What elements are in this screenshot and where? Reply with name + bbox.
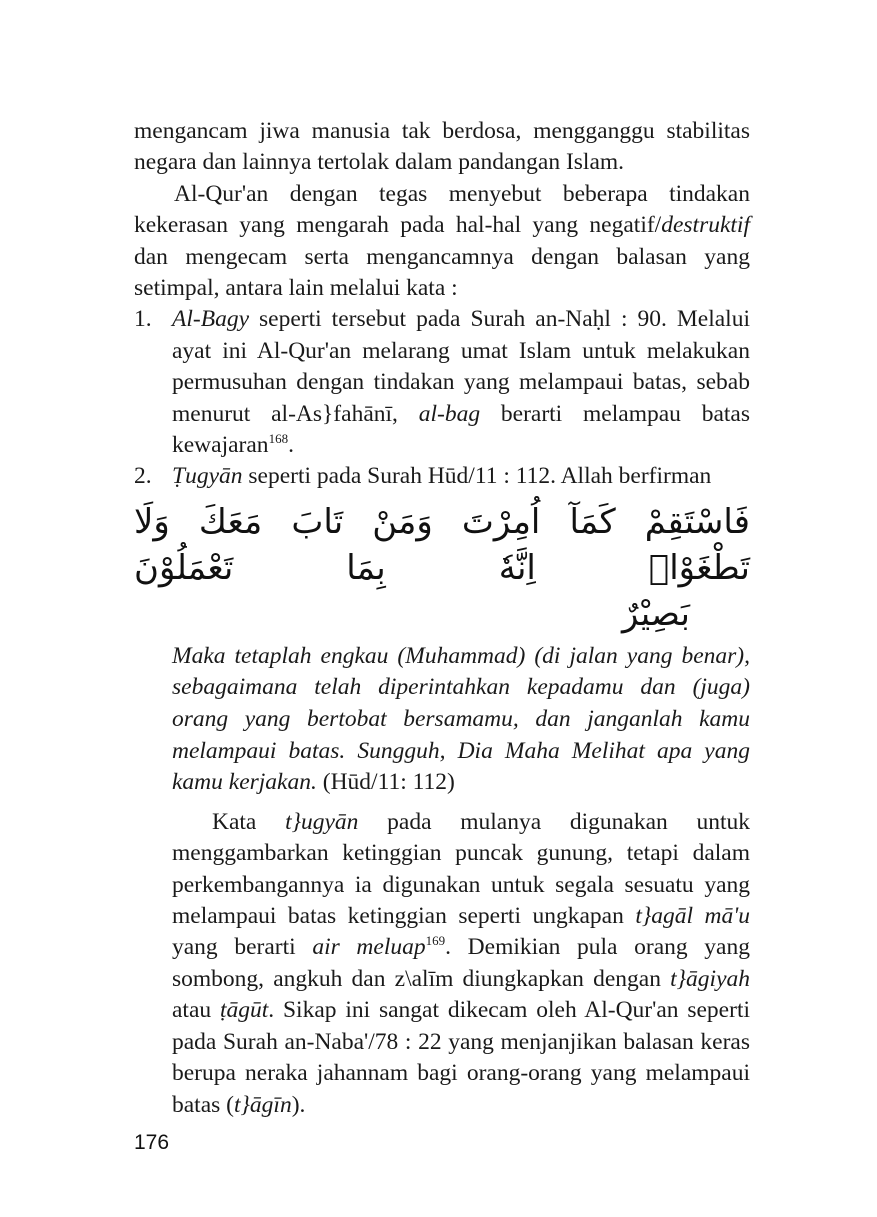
term-tugyan: Ṭugyān bbox=[172, 463, 243, 490]
p3-term-tugyan: t}ugyān bbox=[285, 808, 359, 835]
p3-text-5: atau bbox=[172, 997, 220, 1024]
paragraph-2-text-b: dan mengecam serta mengancamnya dengan balasan yang setimpal, antara lain melalui kata : bbox=[134, 243, 750, 302]
list-item-1-text-b: berarti melampau batas kewajaran bbox=[172, 400, 750, 459]
footnote-ref-168[interactable]: 168 bbox=[268, 431, 289, 447]
explanation-block bbox=[134, 807, 750, 1121]
page-number: 176 bbox=[134, 1131, 170, 1154]
p3-term-air-meluap: air meluap bbox=[312, 934, 426, 961]
paragraph-2-text-a: Al-Qur'an dengan tegas menyebut beberapa tindakan kekerasan yang mengarah pada hal-hal yang negatif/ bbox=[134, 180, 750, 239]
list-number-2: 2. bbox=[134, 463, 152, 490]
paragraph-2 bbox=[134, 179, 750, 305]
list-item-1-end: . bbox=[288, 432, 294, 459]
term-list bbox=[134, 304, 750, 492]
term-al-bag: al-bag bbox=[418, 400, 481, 427]
p3-text-6: . Sikap ini sangat dikecam oleh Al-Qur'an seperti pada Surah an-Naba'/78 : 22 yang menjanjikan balasan keras berupa neraka jahannam bagi orang-orang yang melampaui batas ( bbox=[172, 997, 751, 1118]
p3-term-tagut: ṭāgūt bbox=[219, 997, 269, 1024]
list-item-2-text: seperti pada Surah Hūd/11 : 112. Allah berfirman bbox=[242, 463, 712, 490]
p3-text-1: Kata bbox=[212, 808, 286, 835]
list-number-1: 1. bbox=[134, 306, 152, 333]
p3-text-7: ). bbox=[291, 1091, 306, 1118]
translation-reference: (Hūd/11: 112) bbox=[316, 769, 455, 796]
p3-text-4: . Demikian pula orang yang sombong, angkuh dan z\alīm diungkapkan dengan bbox=[172, 934, 750, 992]
p3-term-tagal-mau: t}agāl mā'u bbox=[635, 903, 750, 930]
paragraph-2-emphasis: destruktif bbox=[661, 212, 750, 239]
translation-italic: Maka tetaplah engkau (Muhammad) (di jalan yang benar), sebagaimana telah diperintahkan kepadamu dan (juga) orang yang bertobat bersamamu, dan janganlah kamu melampaui batas. Sungguh, Dia Maha Melihat apa yang kamu kerjakan. bbox=[172, 642, 750, 796]
list-item-2 bbox=[134, 461, 750, 492]
term-al-bagy: Al-Bagy bbox=[172, 306, 249, 333]
paragraph-1: mengancam jiwa manusia tak berdosa, mengganggu stabilitas negara dan lainnya tertolak dalam pandangan Islam. bbox=[134, 118, 750, 176]
list-item-1-text-a: seperti tersebut pada Surah an-Naḥl : 90. Melalui ayat ini Al-Qur'an melarang umat Islam untuk melakukan permusuhan dengan tindakan yang melampaui batas, sebab menurut al-As}fahānī, bbox=[172, 306, 750, 427]
paragraph-3 bbox=[172, 807, 750, 1121]
footnote-ref-169[interactable]: 169 bbox=[425, 933, 446, 949]
list-item-1 bbox=[134, 304, 750, 461]
page-body bbox=[134, 116, 750, 1121]
p3-text-3: yang berarti bbox=[172, 934, 313, 961]
p3-text-2: pada mulanya digunakan untuk menggambarkan ketinggian puncak gunung, tetapi dalam perkembangannya ia digunakan untuk segala sesuatu yang melampaui batas ketinggian seperti ungkapan bbox=[172, 808, 750, 930]
p3-term-tagiyah: t}āgiyah bbox=[670, 965, 750, 992]
verse-translation bbox=[134, 641, 750, 799]
p3-term-tagin: t}āgīn bbox=[234, 1091, 292, 1118]
arabic-verse-line-2: بَصِيْرٌ bbox=[622, 593, 690, 634]
translation-text bbox=[172, 641, 750, 799]
arabic-verse-line-1: فَاسْتَقِمْ كَمَآ اُمِرْتَ وَمَنْ تَابَ مَعَكَ وَلَا تَطْغَوْاۗ اِنَّهٗ بِمَا تَعْمَلُوْنَ bbox=[134, 501, 750, 588]
